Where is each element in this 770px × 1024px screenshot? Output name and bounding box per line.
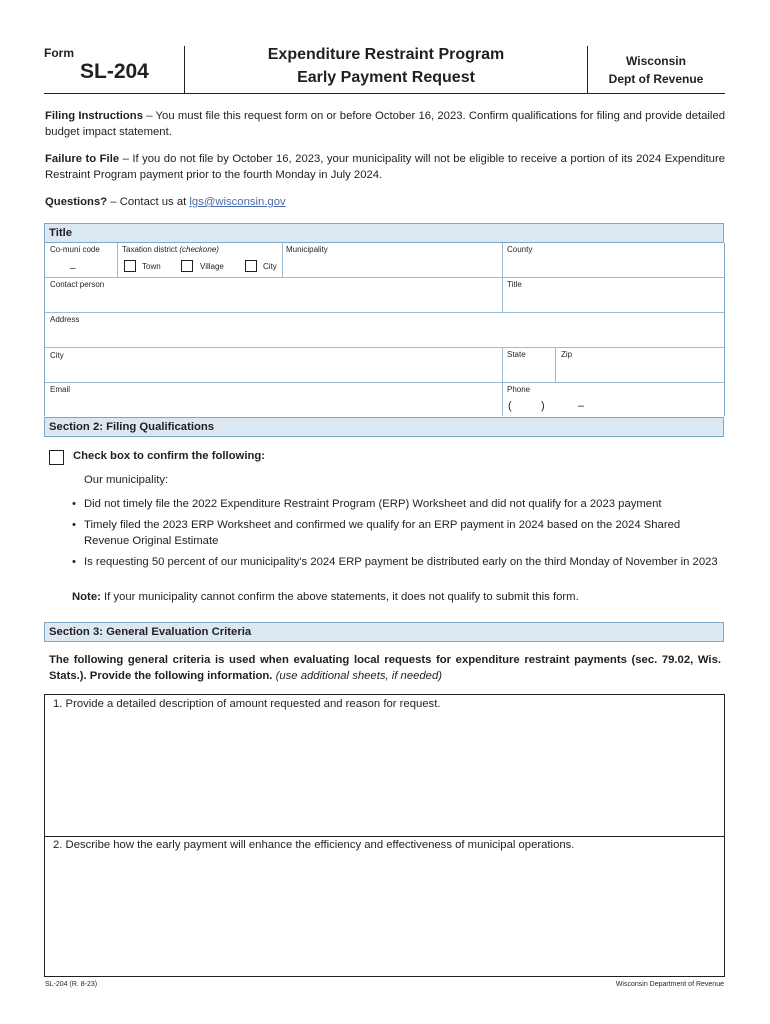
phone-input[interactable] (503, 395, 724, 416)
failure-to-file-text: – If you do not file by October 16, 2023, your municipality will not be eligible to receive a portion of its 2024 Expenditure Restraint Program payment prior to the fourth Monday in July 2024. (45, 153, 725, 181)
question-1-textarea[interactable] (45, 715, 724, 835)
row-divider (45, 277, 724, 278)
contact-person-label: Contact person (50, 280, 105, 289)
form-label: Form (44, 46, 74, 60)
county-input[interactable] (503, 255, 724, 277)
phone-dash: – (578, 400, 585, 412)
qualification-bullet-2: Timely filed the 2023 ERP Worksheet and confirmed we qualify for an ERP payment in 2024 based on the 2024 Shared Revenue Original Estimate (84, 519, 681, 547)
row-divider (45, 347, 724, 348)
question-2: 2. Describe how the early payment will enhance the efficiency and effectiveness of municipal operations. (53, 839, 575, 851)
contact-person-input[interactable] (45, 290, 502, 312)
note (72, 591, 579, 603)
state-input[interactable] (503, 360, 555, 382)
phone-close-paren: ) (541, 400, 545, 412)
municipality-label: Municipality (286, 245, 328, 254)
questions-line (45, 194, 725, 210)
question-1: 1. Provide a detailed description of amount requested and reason for request. (53, 698, 441, 710)
qualification-bullet-3: Is requesting 50 percent of our municipality's 2024 ERP payment be distributed early on the third Monday of November in 2023 (84, 556, 718, 568)
agency-line1: Wisconsin (626, 54, 686, 68)
footer-form-id: SL-204 (R. 8-23) (45, 981, 98, 988)
agency-line2: Dept of Revenue (608, 72, 704, 86)
footer-agency: Wisconsin Department of Revenue (615, 981, 724, 988)
note-label: Note: (72, 591, 101, 603)
city-input[interactable] (45, 361, 502, 382)
col-divider (117, 243, 118, 277)
bullet-dot: • (72, 519, 76, 531)
header-rule (44, 93, 725, 94)
checkone-note: (checkone) (179, 245, 219, 254)
filing-instructions-text: – You must file this request form on or before October 16, 2023. Confirm qualifications for filing and provide detailed budget impact statement. (45, 110, 726, 138)
village-checkbox[interactable] (181, 260, 193, 272)
title-label: Title (507, 280, 522, 289)
criteria-divider (45, 836, 724, 837)
contact-email-link[interactable]: lgs@wisconsin.gov (189, 196, 286, 208)
qualification-bullet-1: Did not timely file the 2022 Expenditure Restraint Program (ERP) Worksheet and did not qualify for a 2023 payment (84, 498, 662, 510)
failure-to-file (45, 151, 725, 183)
address-input[interactable] (45, 325, 724, 347)
taxation-district-label (122, 245, 219, 254)
county-label: County (507, 245, 533, 254)
city-option-label: City (263, 262, 277, 271)
co-muni-code-label: Co-muni code (50, 245, 100, 254)
email-input[interactable] (45, 395, 502, 416)
questions-text: – Contact us at (107, 196, 190, 208)
failure-to-file-label: Failure to File (45, 153, 120, 165)
confirm-checkbox[interactable] (49, 450, 64, 465)
phone-open-paren: ( (508, 400, 512, 412)
taxation-district-text: Taxation district (122, 245, 180, 254)
section2-header: Section 2: Filing Qualifications (44, 417, 724, 437)
question-2-textarea[interactable] (45, 856, 724, 976)
criteria-intro (49, 652, 721, 684)
town-label: Town (142, 262, 161, 271)
section3-header: Section 3: General Evaluation Criteria (44, 622, 724, 642)
form-number: SL-204 (80, 60, 149, 83)
bullet-dot: • (72, 556, 76, 568)
criteria-intro-text: The following general criteria is used when evaluating local requests for expenditure restraint payments (sec. 79.02, Wis. Stats.). Provide the following information. (49, 654, 721, 682)
city-checkbox[interactable] (245, 260, 257, 272)
note-text: If your municipality cannot confirm the above statements, it does not qualify to submit this form. (100, 591, 579, 603)
criteria-box (44, 694, 725, 977)
section1-header: Title (44, 223, 724, 243)
filing-instructions (45, 108, 725, 140)
title-input[interactable] (503, 290, 724, 312)
address-label: Address (50, 315, 80, 324)
co-muni-code-dash: – (70, 263, 76, 274)
criteria-intro-note: (use additional sheets, if needed) (275, 670, 443, 682)
municipality-intro: Our municipality: (84, 474, 169, 486)
confirm-label: Check box to confirm the following: (73, 450, 266, 462)
village-label: Village (200, 262, 224, 271)
header-divider-left (184, 46, 185, 93)
phone-label: Phone (507, 385, 531, 394)
row-divider (45, 382, 724, 383)
email-label: Email (50, 385, 71, 394)
form-title-line2: Early Payment Request (297, 69, 475, 86)
section1-grid (44, 243, 725, 416)
bullet-dot: • (72, 498, 76, 510)
zip-input[interactable] (556, 360, 724, 382)
state-label: State (507, 350, 526, 359)
filing-instructions-label: Filing Instructions (45, 110, 143, 122)
questions-label: Questions? (45, 196, 108, 208)
co-muni-code-input[interactable] (45, 255, 117, 277)
row-divider (45, 312, 724, 313)
city-label: City (50, 351, 64, 360)
form-title-line1: Expenditure Restraint Program (267, 46, 505, 63)
zip-label: Zip (561, 350, 573, 359)
municipality-input[interactable] (283, 255, 502, 277)
town-checkbox[interactable] (124, 260, 136, 272)
